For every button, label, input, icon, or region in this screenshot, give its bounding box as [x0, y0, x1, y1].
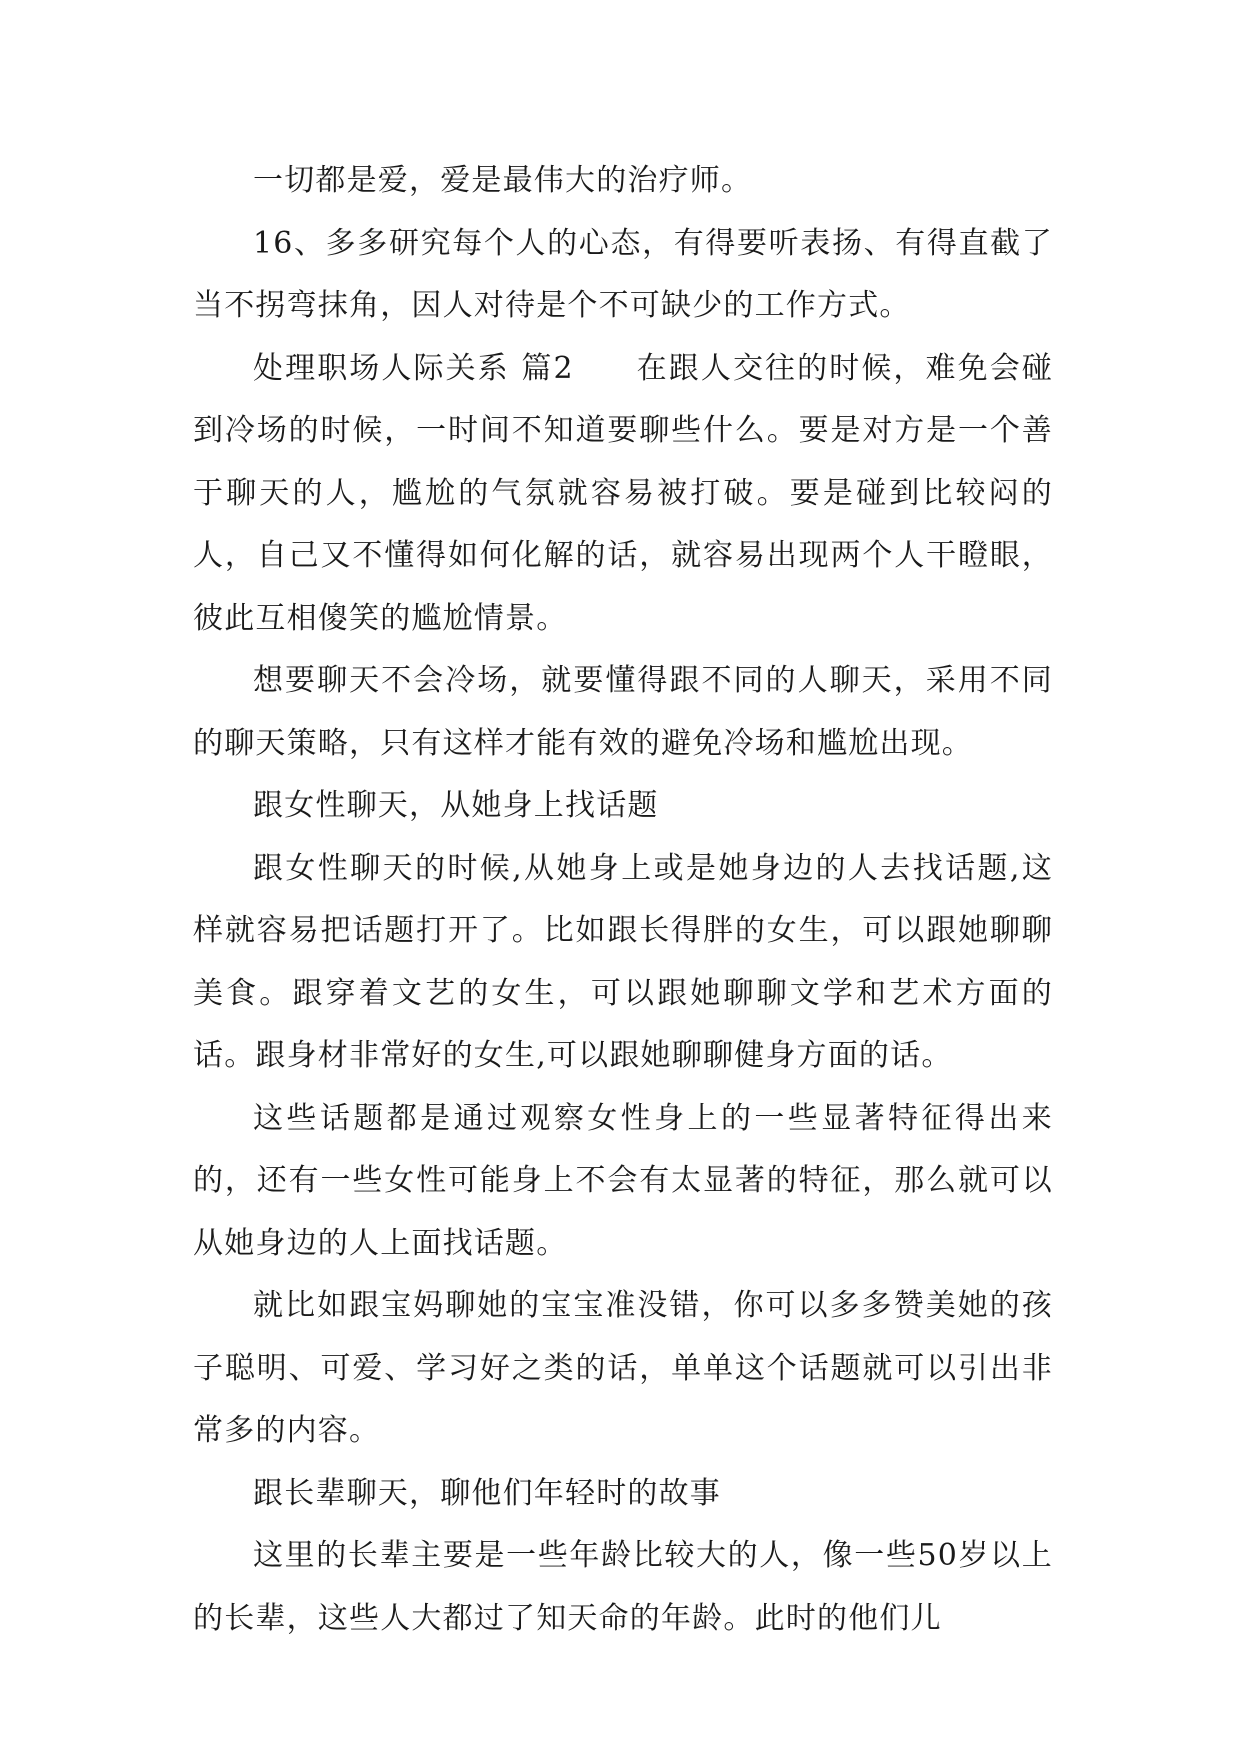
- subheading-women: 跟女性聊天，从她身上找话题: [253, 788, 659, 823]
- paragraph-women-topics: 跟女性聊天的时候,从她身上或是她身边的人去找话题,这样就容易把话题打开了。比如跟长得胖的女生，可以跟她聊聊美食。跟穿着文艺的女生，可以跟她聊聊文学和艺术方面的话。跟身材非常好的女生,可以跟她聊聊健身方面的话。: [193, 850, 1053, 1073]
- paragraph-elders: 这里的长辈主要是一些年龄比较大的人，像一些50岁以上的长辈，这些人大都过了知天命的年龄。此时的他们儿: [193, 1538, 1053, 1636]
- paragraph-chat-strategy: 想要聊天不会冷场，就要懂得跟不同的人聊天，采用不同的聊天策略，只有这样才能有效的避免冷场和尴尬出现。: [193, 663, 1053, 761]
- paragraph-mothers: 就比如跟宝妈聊她的宝宝准没错，你可以多多赞美她的孩子聪明、可爱、学习好之类的话，单单这个话题就可以引出非常多的内容。: [193, 1288, 1053, 1448]
- subheading-elders: 跟长辈聊天，聊他们年轻时的故事: [253, 1475, 721, 1511]
- section-heading: 处理职场人际关系 篇2: [253, 350, 574, 386]
- paragraph-observe-features: 这些话题都是通过观察女性身上的一些显著特征得出来的，还有一些女性可能身上不会有太显著的特征，那么就可以从她身边的人上面找话题。: [193, 1100, 1053, 1261]
- paragraph-section-2-intro: [193, 338, 1053, 651]
- document-body: [193, 150, 1053, 1650]
- section-intro-text: 在跟人交往的时候，难免会碰到冷场的时候，一时间不知道要聊些什么。要是对方是一个善于聊天的人，尴尬的气氛就容易被打破。要是碰到比较闷的人，自己又不懂得如何化解的话，就容易出现两个人干瞪眼，彼此互相傻笑的尴尬情景。: [193, 350, 1053, 636]
- paragraph-item-16: 16、多多研究每个人的心态，有得要听表扬、有得直截了当不拐弯抹角，因人对待是个不可缺少的工作方式。: [193, 225, 1053, 323]
- paragraph-love-healer: 一切都是爱，爱是最伟大的治疗师。: [253, 163, 753, 198]
